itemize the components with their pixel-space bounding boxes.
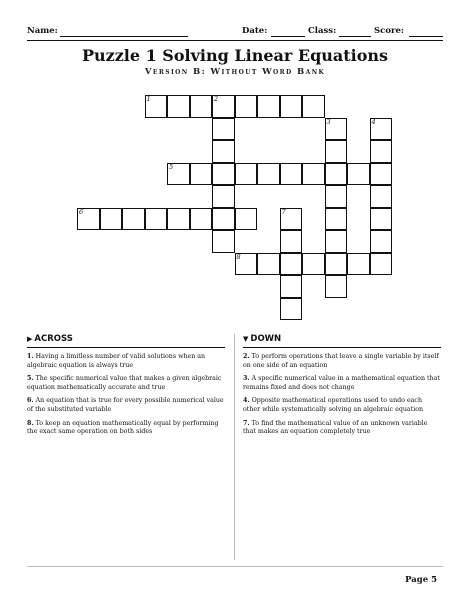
crossword-cell[interactable]	[370, 140, 393, 163]
name-label: Name:	[27, 26, 58, 36]
crossword-cell[interactable]	[280, 95, 303, 118]
crossword-cell[interactable]	[302, 163, 325, 186]
crossword-cell[interactable]	[325, 230, 348, 253]
score-label: Score:	[374, 26, 405, 36]
page-number: Page 5	[405, 575, 437, 585]
across-section	[27, 334, 225, 437]
crossword-cell[interactable]	[235, 208, 258, 231]
crossword-cell[interactable]	[212, 230, 235, 253]
clue-number: 7	[281, 207, 286, 216]
crossword-cell[interactable]	[257, 163, 280, 186]
crossword-cell[interactable]	[325, 185, 348, 208]
footer-divider	[27, 566, 443, 567]
crossword-cell[interactable]	[370, 253, 393, 276]
crossword-cell[interactable]	[325, 253, 348, 276]
down-clue: 7. To find the mathematical value of an unknown variable that makes an equation completely true	[243, 419, 428, 436]
across-clue: 1. Having a limitless number of valid solutions when an algebraic equation is always true	[27, 353, 206, 369]
across-heading: ▶ ACROSS	[27, 334, 225, 348]
column-divider	[234, 334, 235, 560]
crossword-cell[interactable]	[325, 140, 348, 163]
crossword-cell[interactable]	[370, 230, 393, 253]
crossword-cell[interactable]	[347, 163, 370, 186]
crossword-cell[interactable]	[122, 208, 145, 231]
clue-number: 3	[326, 117, 331, 126]
crossword-cell[interactable]	[257, 95, 280, 118]
clue-number: 6	[79, 207, 84, 216]
crossword-cell[interactable]	[190, 95, 213, 118]
clue-number: 2	[214, 95, 219, 103]
crossword-cell[interactable]	[167, 95, 190, 118]
crossword-cell[interactable]	[280, 253, 303, 276]
down-heading: ▼ DOWN	[243, 334, 441, 348]
crossword-cell[interactable]	[280, 230, 303, 253]
play-arrow-icon: ▶	[27, 335, 33, 343]
crossword-cell[interactable]	[302, 95, 325, 118]
crossword-cell[interactable]	[190, 208, 213, 231]
down-arrow-icon: ▼	[243, 335, 249, 343]
across-clue: 6. An equation that is true for every possible numerical value of the substituted variable	[27, 397, 224, 413]
crossword-cell[interactable]	[190, 163, 213, 186]
clue-number: 4	[371, 117, 376, 126]
clue-number: 1	[146, 95, 151, 103]
crossword-cell[interactable]	[280, 298, 303, 321]
crossword-cell[interactable]	[235, 95, 258, 118]
crossword-cell[interactable]	[212, 163, 235, 186]
crossword-cell[interactable]	[257, 253, 280, 276]
class-label: Class:	[308, 26, 337, 36]
down-clue: 2. To perform operations that leave a single variable by itself on one side of an equation	[243, 353, 439, 369]
puzzle-title: Puzzle 1 Solving Linear Equations	[81, 46, 389, 65]
crossword-cell[interactable]	[302, 253, 325, 276]
crossword-cell[interactable]	[325, 208, 348, 231]
across-clue: 8. To keep an equation mathematically equal by performing the exact same operation on both sides	[27, 419, 219, 436]
crossword-cell[interactable]	[212, 185, 235, 208]
down-clue: 4. Opposite mathematical operations used to undo each other while systematically solving an algebraic equation	[243, 397, 424, 413]
crossword-cell[interactable]	[347, 253, 370, 276]
crossword-cell[interactable]	[325, 275, 348, 298]
clue-number: 8	[236, 252, 241, 261]
crossword-cell[interactable]	[280, 275, 303, 298]
crossword-cell[interactable]	[235, 163, 258, 186]
crossword-cell[interactable]	[100, 208, 123, 231]
date-label: Date:	[242, 26, 268, 36]
puzzle-subtitle: Version B: Without Word Bank	[144, 67, 326, 77]
clue-number: 5	[169, 162, 174, 171]
down-clue: 3. A specific numerical value in a mathematical equation that remains fixed and does not change	[243, 375, 440, 391]
down-section	[243, 334, 441, 437]
crossword-cell[interactable]	[370, 163, 393, 186]
crossword-cell[interactable]	[212, 140, 235, 163]
crossword-cell[interactable]	[370, 185, 393, 208]
crossword-cell[interactable]	[212, 118, 235, 141]
across-clue: 5. The specific numerical value that makes a given algebraic equation mathematically accurate and true	[27, 375, 222, 391]
crossword-cell[interactable]	[325, 163, 348, 186]
crossword-cell[interactable]	[145, 208, 168, 231]
crossword-cell[interactable]	[167, 208, 190, 231]
crossword-cell[interactable]	[212, 208, 235, 231]
crossword-cell[interactable]	[370, 208, 393, 231]
crossword-cell[interactable]	[280, 163, 303, 186]
